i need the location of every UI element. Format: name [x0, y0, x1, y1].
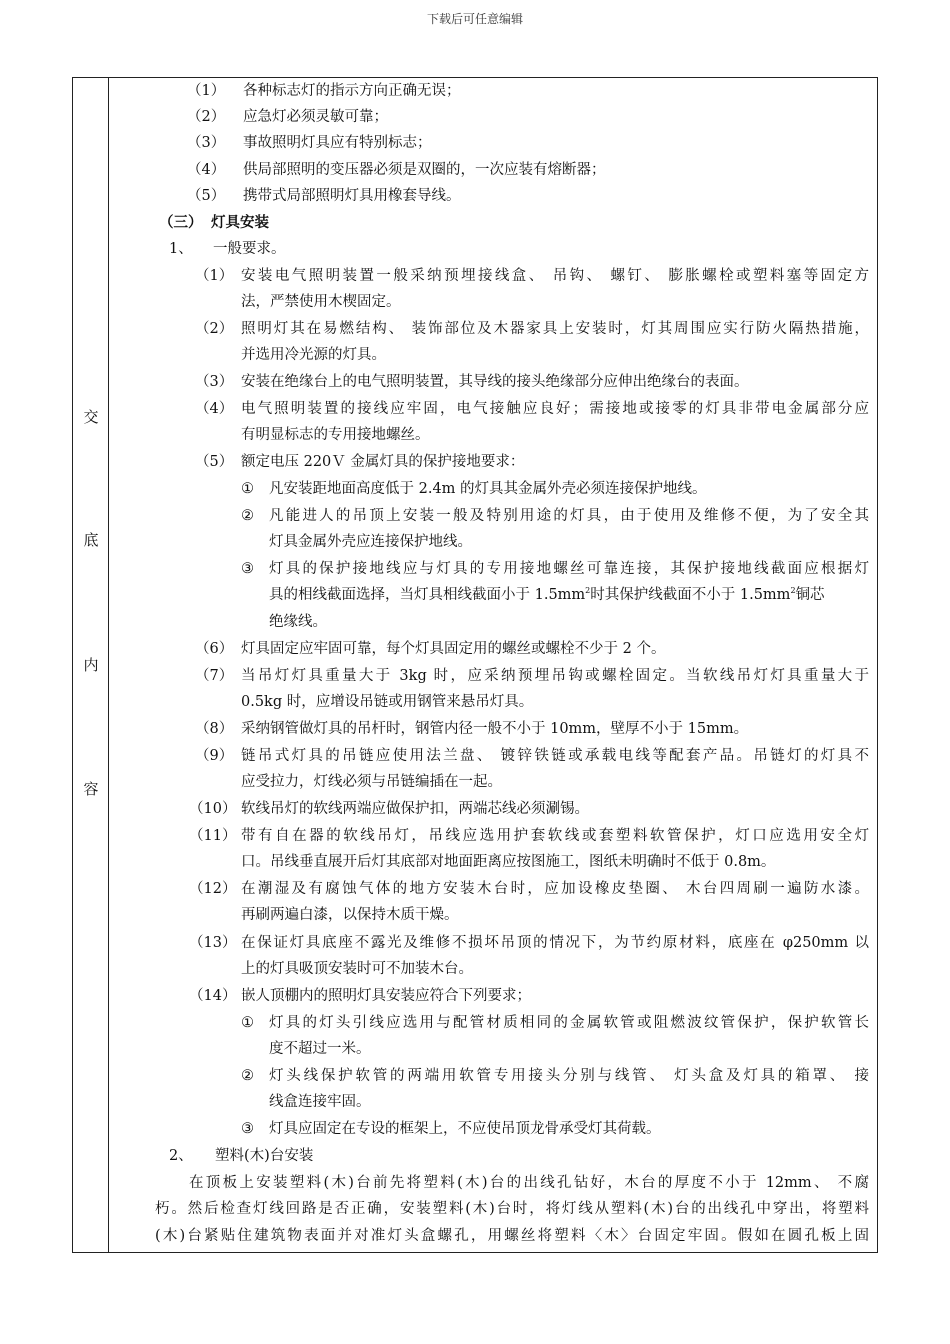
- section-number: （三）: [159, 214, 203, 231]
- item-text: 应急灯必须灵敏可靠；: [243, 109, 388, 125]
- req-number: （13）: [189, 935, 237, 951]
- sub-title: 一般要求。: [213, 241, 286, 257]
- item-number: （4）: [187, 162, 226, 178]
- req-text: 采纳钢管做灯具的吊杆时，钢管内径一般不小于 10mm，壁厚不小于 15mm。: [241, 721, 749, 737]
- req-text: [269, 585, 825, 605]
- side-char-3: 内: [83, 656, 99, 674]
- item-text: 各种标志灯的指示方向正确无误；: [243, 83, 461, 99]
- req-text: 度不超过一米。: [269, 1041, 371, 1057]
- req-text: 有明显标志的专用接地螺丝。: [241, 427, 430, 443]
- req-text: 安装在绝缘台上的电气照明装置，其导线的接头绝缘部分应伸出绝缘台的表面。: [241, 374, 749, 390]
- item-number: （3）: [187, 135, 226, 151]
- req-text: 0.5kg 时，应增设吊链或用钢管来悬吊灯具。: [241, 694, 534, 710]
- circle-number: ②: [241, 1068, 254, 1084]
- req-text: 灯头线保护软管的两端用软管专用接头分别与线管、 灯头盒及灯具的箱罩、 接: [269, 1068, 869, 1084]
- req-text: 口。吊线垂直展开后灯其底部对地面距离应按图施工，图纸未明确时不低于 0.8m。: [241, 854, 776, 870]
- req-text: 安装电气照明装置一般采纳预埋接线盒、 吊钩、 螺钉、 膨胀螺栓或塑料塞等固定方: [241, 268, 869, 284]
- req-text: 灯具的保护接地线应与灯具的专用接地螺丝可靠连接，其保护接地线截面应根据灯: [269, 561, 869, 577]
- req-text: 凡能进人的吊顶上安装一般及特别用途的灯具，由于使用及维修不便，为了安全其: [269, 508, 869, 524]
- item-text: 事故照明灯具应有特别标志；: [243, 135, 432, 151]
- item-text: 供局部照明的变压器必须是双圈的，一次应装有熔断器；: [243, 162, 606, 178]
- req-text: 线盒连接牢固。: [269, 1094, 371, 1110]
- section-title: 灯具安装: [211, 214, 269, 231]
- req-text: 并选用冷光源的灯具。: [241, 347, 386, 363]
- circle-number: ③: [241, 561, 254, 577]
- req-number: （3）: [195, 374, 234, 390]
- req-text: 法，严禁使用木楔固定。: [241, 294, 401, 310]
- req-text: 应受拉力，灯线必须与吊链编插在一起。: [241, 774, 502, 790]
- req-text: 灯具应固定在专设的框架上，不应使吊顶龙骨承受灯其荷载。: [269, 1121, 661, 1137]
- circle-number: ②: [241, 508, 254, 524]
- req-text: 带有自在器的软线吊灯，吊线应选用护套软线或套塑料软管保护，灯口应选用安全灯: [241, 828, 869, 844]
- req-text: 链吊式灯具的吊链应使用法兰盘、 镀锌铁链或承载电线等配套产品。吊链灯的灯具不: [241, 748, 869, 764]
- req-text: 在保证灯具底座不露光及维修不损坏吊顶的情况下，为节约原材料，底座在 φ250mm 以: [241, 935, 869, 951]
- item-text: 携带式局部照明灯具用橡套导线。: [243, 188, 461, 204]
- item-number: （2）: [187, 109, 226, 125]
- req-text: 在潮湿及有腐蚀气体的地方安装木台时，应加设橡皮垫圈、 木台四周刷一遍防水漆。: [241, 881, 869, 897]
- req-number: （9）: [195, 748, 234, 764]
- paragraph-line: (木)台紧贴住建筑物表面并对准灯头盒螺孔，用螺丝将塑料〈木〉台固定牢固。假如在圆孔板上固: [155, 1228, 869, 1244]
- req-text: 再刷两遍白漆，以保持木质干燥。: [241, 907, 459, 923]
- req-number: （7）: [195, 668, 234, 684]
- req-text: 绝缘线。: [269, 614, 327, 630]
- superscript: 2: [790, 586, 796, 596]
- req-text-part: 铜芯: [795, 587, 825, 603]
- req-number: （2）: [195, 321, 234, 337]
- circle-number: ①: [241, 481, 254, 497]
- page-header: 下载后可任意编辑: [426, 12, 523, 26]
- req-number: （8）: [195, 721, 234, 737]
- req-number: （12）: [189, 881, 237, 897]
- req-text: 当吊灯灯具重量大于 3kg 时，应采纳预埋吊钩或螺栓固定。当软线吊灯灯具重量大于: [241, 668, 869, 684]
- req-number: （4）: [195, 401, 234, 417]
- paragraph-line: 朽。然后检查灯线回路是否正确，安装塑料(木)台时，将灯线从塑料(木)台的出线孔中穿出，将塑料: [155, 1201, 869, 1217]
- circle-number: ③: [241, 1121, 254, 1137]
- side-char-4: 容: [83, 780, 99, 798]
- req-number: （1）: [195, 268, 234, 284]
- req-text: 电气照明装置的接线应牢固，电气接触应良好；需接地或接零的灯具非带电金属部分应: [241, 401, 869, 417]
- req-text: 凡安装距地面高度低于 2.4m 的灯具其金属外壳必须连接保护地线。: [269, 481, 707, 497]
- side-label-column: [73, 78, 109, 1252]
- req-number: （6）: [195, 641, 234, 657]
- req-text: 软线吊灯的软线两端应做保护扣，两端芯线必须涮锡。: [241, 801, 589, 817]
- req-text: 灯具金属外壳应连接保护地线。: [269, 534, 472, 550]
- req-number: （5）: [195, 454, 234, 470]
- item-number: （1）: [187, 83, 226, 99]
- circle-number: ①: [241, 1015, 254, 1031]
- req-text: 额定电压 220Ｖ 金属灯具的保护接地要求：: [241, 454, 525, 470]
- req-number: （10）: [189, 801, 237, 817]
- req-text: 灯具的灯头引线应选用与配管材质相同的金属软管或阻燃波纹管保护，保护软管长: [269, 1015, 869, 1031]
- sub-number: 1、: [169, 241, 193, 257]
- superscript: 2: [585, 586, 591, 596]
- sub-number: 2、: [169, 1148, 193, 1164]
- paragraph-line: 在顶板上安装塑料(木)台前先将塑料(木)台的出线孔钻好，木台的厚度不小于 12mm、 不腐: [189, 1175, 869, 1191]
- req-text: 照明灯其在易燃结构、 装饰部位及木器家具上安装时，灯其周围应实行防火隔热措施，: [241, 321, 869, 337]
- req-number: （14）: [189, 988, 237, 1004]
- req-text-part: 具的相线截面选择，当灯具相线截面小于 1.5mm: [269, 587, 586, 603]
- req-text-part: 时其保护线截面不小于 1.5mm: [590, 587, 791, 603]
- req-text: 嵌人顶棚内的照明灯具安装应符合下列要求；: [241, 988, 531, 1004]
- item-number: （5）: [187, 188, 226, 204]
- req-number: （11）: [189, 828, 237, 844]
- side-char-1: 交: [83, 408, 99, 426]
- sub-title: 塑料(木)台安装: [215, 1148, 314, 1164]
- req-text: 上的灯具吸顶安装时可不加装木台。: [241, 961, 473, 977]
- side-char-2: 底: [83, 531, 99, 549]
- disclosure-table: [72, 77, 878, 1253]
- req-text: 灯具固定应牢固可靠，每个灯具固定用的螺丝或螺栓不少于 2 个。: [241, 641, 666, 657]
